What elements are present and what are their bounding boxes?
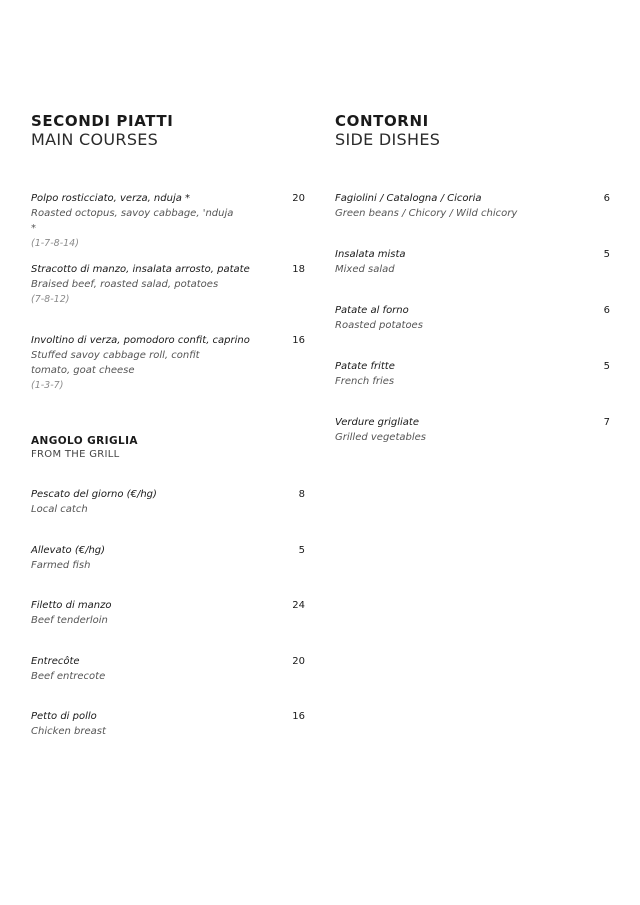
item-name: Entrecôte <box>31 656 80 667</box>
item-translation: Stuffed savoy cabbage roll, confit tomato, goat cheese <box>31 350 200 376</box>
item-allergens: (7-8-12) <box>31 294 70 305</box>
item-price: 5 <box>603 361 610 372</box>
menu-item-entrecote <box>31 654 305 684</box>
contorni-header <box>335 112 440 150</box>
menu-item-pescato <box>31 487 305 517</box>
menu-item-patate-fritte <box>335 359 610 389</box>
item-name: Allevato (€/hg) <box>31 545 106 556</box>
item-translation: Braised beef, roasted salad, potatoes <box>31 279 219 290</box>
item-price: 6 <box>603 305 610 316</box>
item-price: 8 <box>298 489 305 500</box>
menu-item-involtino <box>31 333 305 393</box>
menu-item-pollo <box>31 709 305 739</box>
item-price: 18 <box>292 264 305 275</box>
item-allergens: (1-7-8-14) <box>31 238 79 249</box>
item-translation: French fries <box>335 376 395 387</box>
griglia-title: ANGOLO GRIGLIA <box>31 435 138 447</box>
item-price: 16 <box>292 335 305 346</box>
item-name: Insalata mista <box>335 249 406 260</box>
item-price: 20 <box>292 193 305 204</box>
item-translation: Roasted potatoes <box>335 320 423 331</box>
item-allergens: (1-3-7) <box>31 380 64 391</box>
item-price: 6 <box>603 193 610 204</box>
item-translation: Mixed salad <box>335 264 395 275</box>
item-name: Involtino di verza, pomodoro confit, caprino <box>31 335 250 346</box>
item-name: Patate al forno <box>335 305 409 316</box>
item-price: 5 <box>603 249 610 260</box>
item-name: Polpo rosticciato, verza, nduja * <box>31 193 191 204</box>
item-translation: Roasted octopus, savoy cabbage, 'nduja * <box>31 208 234 234</box>
item-translation: Local catch <box>31 504 88 515</box>
secondi-title: SECONDI PIATTI <box>31 112 174 130</box>
menu-item-stracotto <box>31 262 305 307</box>
item-price: 16 <box>292 711 305 722</box>
menu-item-polpo <box>31 191 305 251</box>
contorni-subtitle: SIDE DISHES <box>335 130 441 149</box>
item-price: 5 <box>298 545 305 556</box>
item-translation: Beef entrecote <box>31 671 106 682</box>
item-name: Filetto di manzo <box>31 600 112 611</box>
menu-item-fagiolini <box>335 191 610 221</box>
item-name: Petto di pollo <box>31 711 97 722</box>
secondi-subtitle: MAIN COURSES <box>31 130 159 149</box>
secondi-header <box>31 112 173 150</box>
menu-item-patate-forno <box>335 303 610 333</box>
item-name: Pescato del giorno (€/hg) <box>31 489 157 500</box>
griglia-subtitle: FROM THE GRILL <box>31 449 120 460</box>
griglia-header <box>31 434 138 462</box>
menu-item-verdure <box>335 415 610 445</box>
item-translation: Green beans / Chicory / Wild chicory <box>335 208 518 219</box>
item-name: Fagiolini / Catalogna / Cicoria <box>335 193 482 204</box>
menu-item-insalata <box>335 247 610 277</box>
item-name: Stracotto di manzo, insalata arrosto, patate <box>31 264 250 275</box>
item-translation: Farmed fish <box>31 560 91 571</box>
contorni-title: CONTORNI <box>335 112 429 130</box>
item-price: 7 <box>603 417 610 428</box>
item-price: 24 <box>292 600 305 611</box>
menu-item-allevato <box>31 543 305 573</box>
item-name: Verdure grigliate <box>335 417 419 428</box>
item-name: Patate fritte <box>335 361 395 372</box>
item-translation: Beef tenderloin <box>31 615 108 626</box>
item-translation: Grilled vegetables <box>335 432 426 443</box>
item-price: 20 <box>292 656 305 667</box>
item-translation: Chicken breast <box>31 726 106 737</box>
menu-item-filetto <box>31 598 305 628</box>
